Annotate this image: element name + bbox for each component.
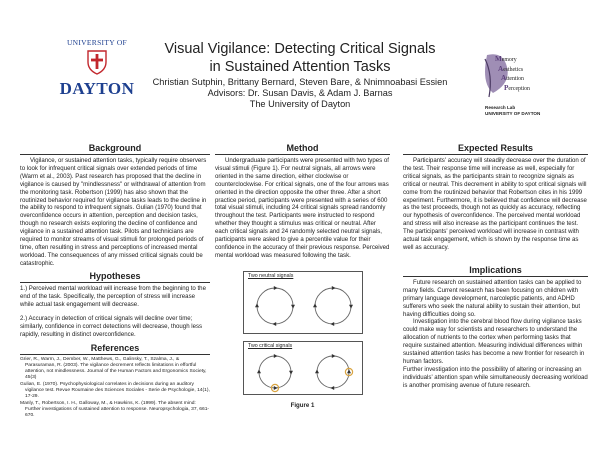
lab-logo	[483, 53, 563, 129]
expected-results-text: Participants' accuracy will steadily decrease over the duration of the test. Their response time will increase as well, especially for critical signals, as the participants strain to recognize signals as critical or neutral. This decrement in ability to spot critical signals will come from the routinized behavior that Robertson cites in his 1999 experiment. Furthermore, it is believed that confidence will decrease as the test proceeds, though not as quickly as accuracy, reflecting our hypothesis of overconfidence. The perceived mental workload and stress will also increase as the participant continues the test. The participants' perceived workload will increase in contrast with actual task engagement, which is shown by the response time as well as accuracy.	[403, 157, 587, 251]
hypothesis-2: 2.) Accuracy in detection of critical signals will decline over time; similarly, confidence in correct detections will decrease, though less rapidly, resulting in distinct overconfidence.	[20, 315, 203, 339]
column-right	[403, 144, 588, 390]
expected-results-heading: Expected Results	[403, 144, 588, 155]
poster-authors	[120, 77, 480, 110]
critical-stimulus	[317, 356, 349, 388]
arrow-mark	[330, 322, 334, 326]
references-heading: References	[20, 344, 210, 355]
hypothesis-1: 1.) Perceived mental workload will increase from the beginning to the end of the task. Specifically, the perception of stress will increase while actual task engagement will decrease.	[20, 284, 206, 308]
implications-p1: Future research on sustained attention tasks can be applied to many fields. Current research has been focusing on children with primary language development, narcoleptic patients, and ADHD sufferers who seek the natural ability to sustain their attention, but having difficulties doing so.	[403, 278, 582, 318]
background-text: Vigilance, or sustained attention tasks, typically require observers to look for infrequent critical signals over extended periods of time (Warm et al., 2003). Past research has proposed that the decline in vigilance is caused by "mindlessness" or withdrawal of attention from the monitoring task. Robertson (1999) has also shown that the routinized behavior required for vigilance tasks leads to the decline in the ability to respond to infrequent signals. Gulian (1970) found that overconfidence occurs in attention, perception and decision tasks, though no research exists exploring the decline of confidence and vigilance in a sustained attention task. Pilots and technicians are required to monitor streams of visual stimuli for prolonged periods of time, often resulting in stress and perceptions of increased mental workload. The consequences of any missed critical signals could be catastrophic.	[20, 157, 207, 267]
advisors: Advisors: Dr. Susan Davis, & Adam J. Barnas	[207, 88, 393, 98]
reference-item: Gulian, E. (1970). Psychophysiological correlates in decisions during an auditory vigilance test. Revue Roumaine des Sciences Sociales - Serie de Psychologie, 14(1), 17-29.	[20, 382, 210, 400]
arrow-mark	[313, 303, 317, 307]
arrow-mark	[272, 322, 276, 326]
figure-graphic	[215, 264, 390, 412]
column-middle	[215, 144, 390, 412]
arrow-mark	[291, 305, 295, 309]
reference-item: Manly, T., Robertson, I. H., Galloway, M., & Hawkins, K. (1999). The absent mind: Further investigations of sustained attention to response. Neuropsychologia, 37, 661-670.	[20, 400, 210, 418]
background-heading: Background	[20, 144, 210, 155]
lab-logo-line: Aesthetics	[498, 64, 524, 73]
neutral-stimulus	[315, 288, 351, 324]
neutral-signals-label: Two neutral signals	[248, 272, 294, 279]
figure-caption: Figure 1	[290, 401, 315, 409]
arrow-mark	[274, 386, 278, 390]
critical-signals-label: Two critical signals	[248, 342, 293, 349]
method-text: Undergraduate participants were presented with two types of visual stimuli (Figure 1). For neutral signals, all arrows were oriented in the same direction, either clockwise or counterclockwise. For critical signals, one of the four arrows was oriented in the direction opposite the other three. After a short practice period, participants were presented with a series of 600 total visual stimuli, including 24 critical signals spread randomly throughout the test. Participants were instructed to respond whether they thought a stimulus was critical or neutral. After each critical signals and 24 randomly selected neutral signals, participants were asked to give a percentile value for their confidence in the accuracy of their previous response. Perceived mental workload was measured following the task.	[215, 157, 390, 259]
lab-logo-words	[495, 55, 530, 93]
neutral-stimulus	[257, 288, 293, 324]
arrow-mark	[332, 286, 336, 290]
references-list	[20, 357, 210, 419]
arrow-mark	[255, 303, 259, 307]
hypotheses-heading: Hypotheses	[20, 272, 210, 283]
arrow-mark	[274, 354, 278, 358]
shield-icon	[86, 49, 108, 75]
implications-heading: Implications	[403, 266, 588, 277]
lab-logo-line: Memory	[495, 55, 517, 63]
lab-logo-line: Perception	[504, 83, 530, 92]
arrow-mark	[330, 386, 334, 390]
method-heading: Method	[215, 144, 390, 155]
arrow-mark	[315, 369, 319, 373]
university-logo-top: UNIVERSITY OF	[66, 38, 128, 47]
arrow-mark	[349, 305, 353, 309]
arrow-mark	[347, 369, 351, 373]
affiliation: The University of Dayton	[249, 99, 351, 109]
lab-logo-footer: Research Lab UNIVERSITY OF DAYTON	[485, 105, 541, 116]
column-left	[20, 144, 210, 420]
arrow-mark	[274, 286, 278, 290]
figure-1	[215, 264, 390, 412]
arrow-mark	[289, 371, 293, 375]
implications-p3: Further investigation into the possibility of altering or increasing an individuals' attention span while simultaneously decreasing workload is another promising avenue of future research.	[403, 365, 588, 389]
author-names: Christian Sutphin, Brittany Bernard, Steven Bare, & Nnimnoabasi Essien	[152, 77, 448, 87]
implications-p2: Investigation into the cerebral blood flow during vigilance tasks could make way for scientists and researchers to understand the allocation of nutrients to the cortex when performing tasks that require sustained attention. Measuring individual differences within sustained attention tasks has become a new frontier for research in human factors.	[403, 318, 585, 365]
university-logo-name: DAYTON	[59, 79, 135, 98]
critical-stimulus	[259, 356, 291, 388]
poster-title: Visual Vigilance: Detecting Critical Signals in Sustained Attention Tasks	[164, 41, 436, 75]
arrow-mark	[257, 369, 261, 373]
reference-item: Grier, R., Warm, J., Dember, W., Matthews, G., Galinsky, T., Szalma, J., & Parasuraman, R. (2003). The vigilance decrement reflects limitations in effortful attention, not mindlessness. Journal of the Human Factors and Ergonomics Society, 45(3)	[20, 357, 207, 381]
arrow-mark	[332, 354, 336, 358]
lab-logo-line: Attention	[501, 74, 524, 83]
